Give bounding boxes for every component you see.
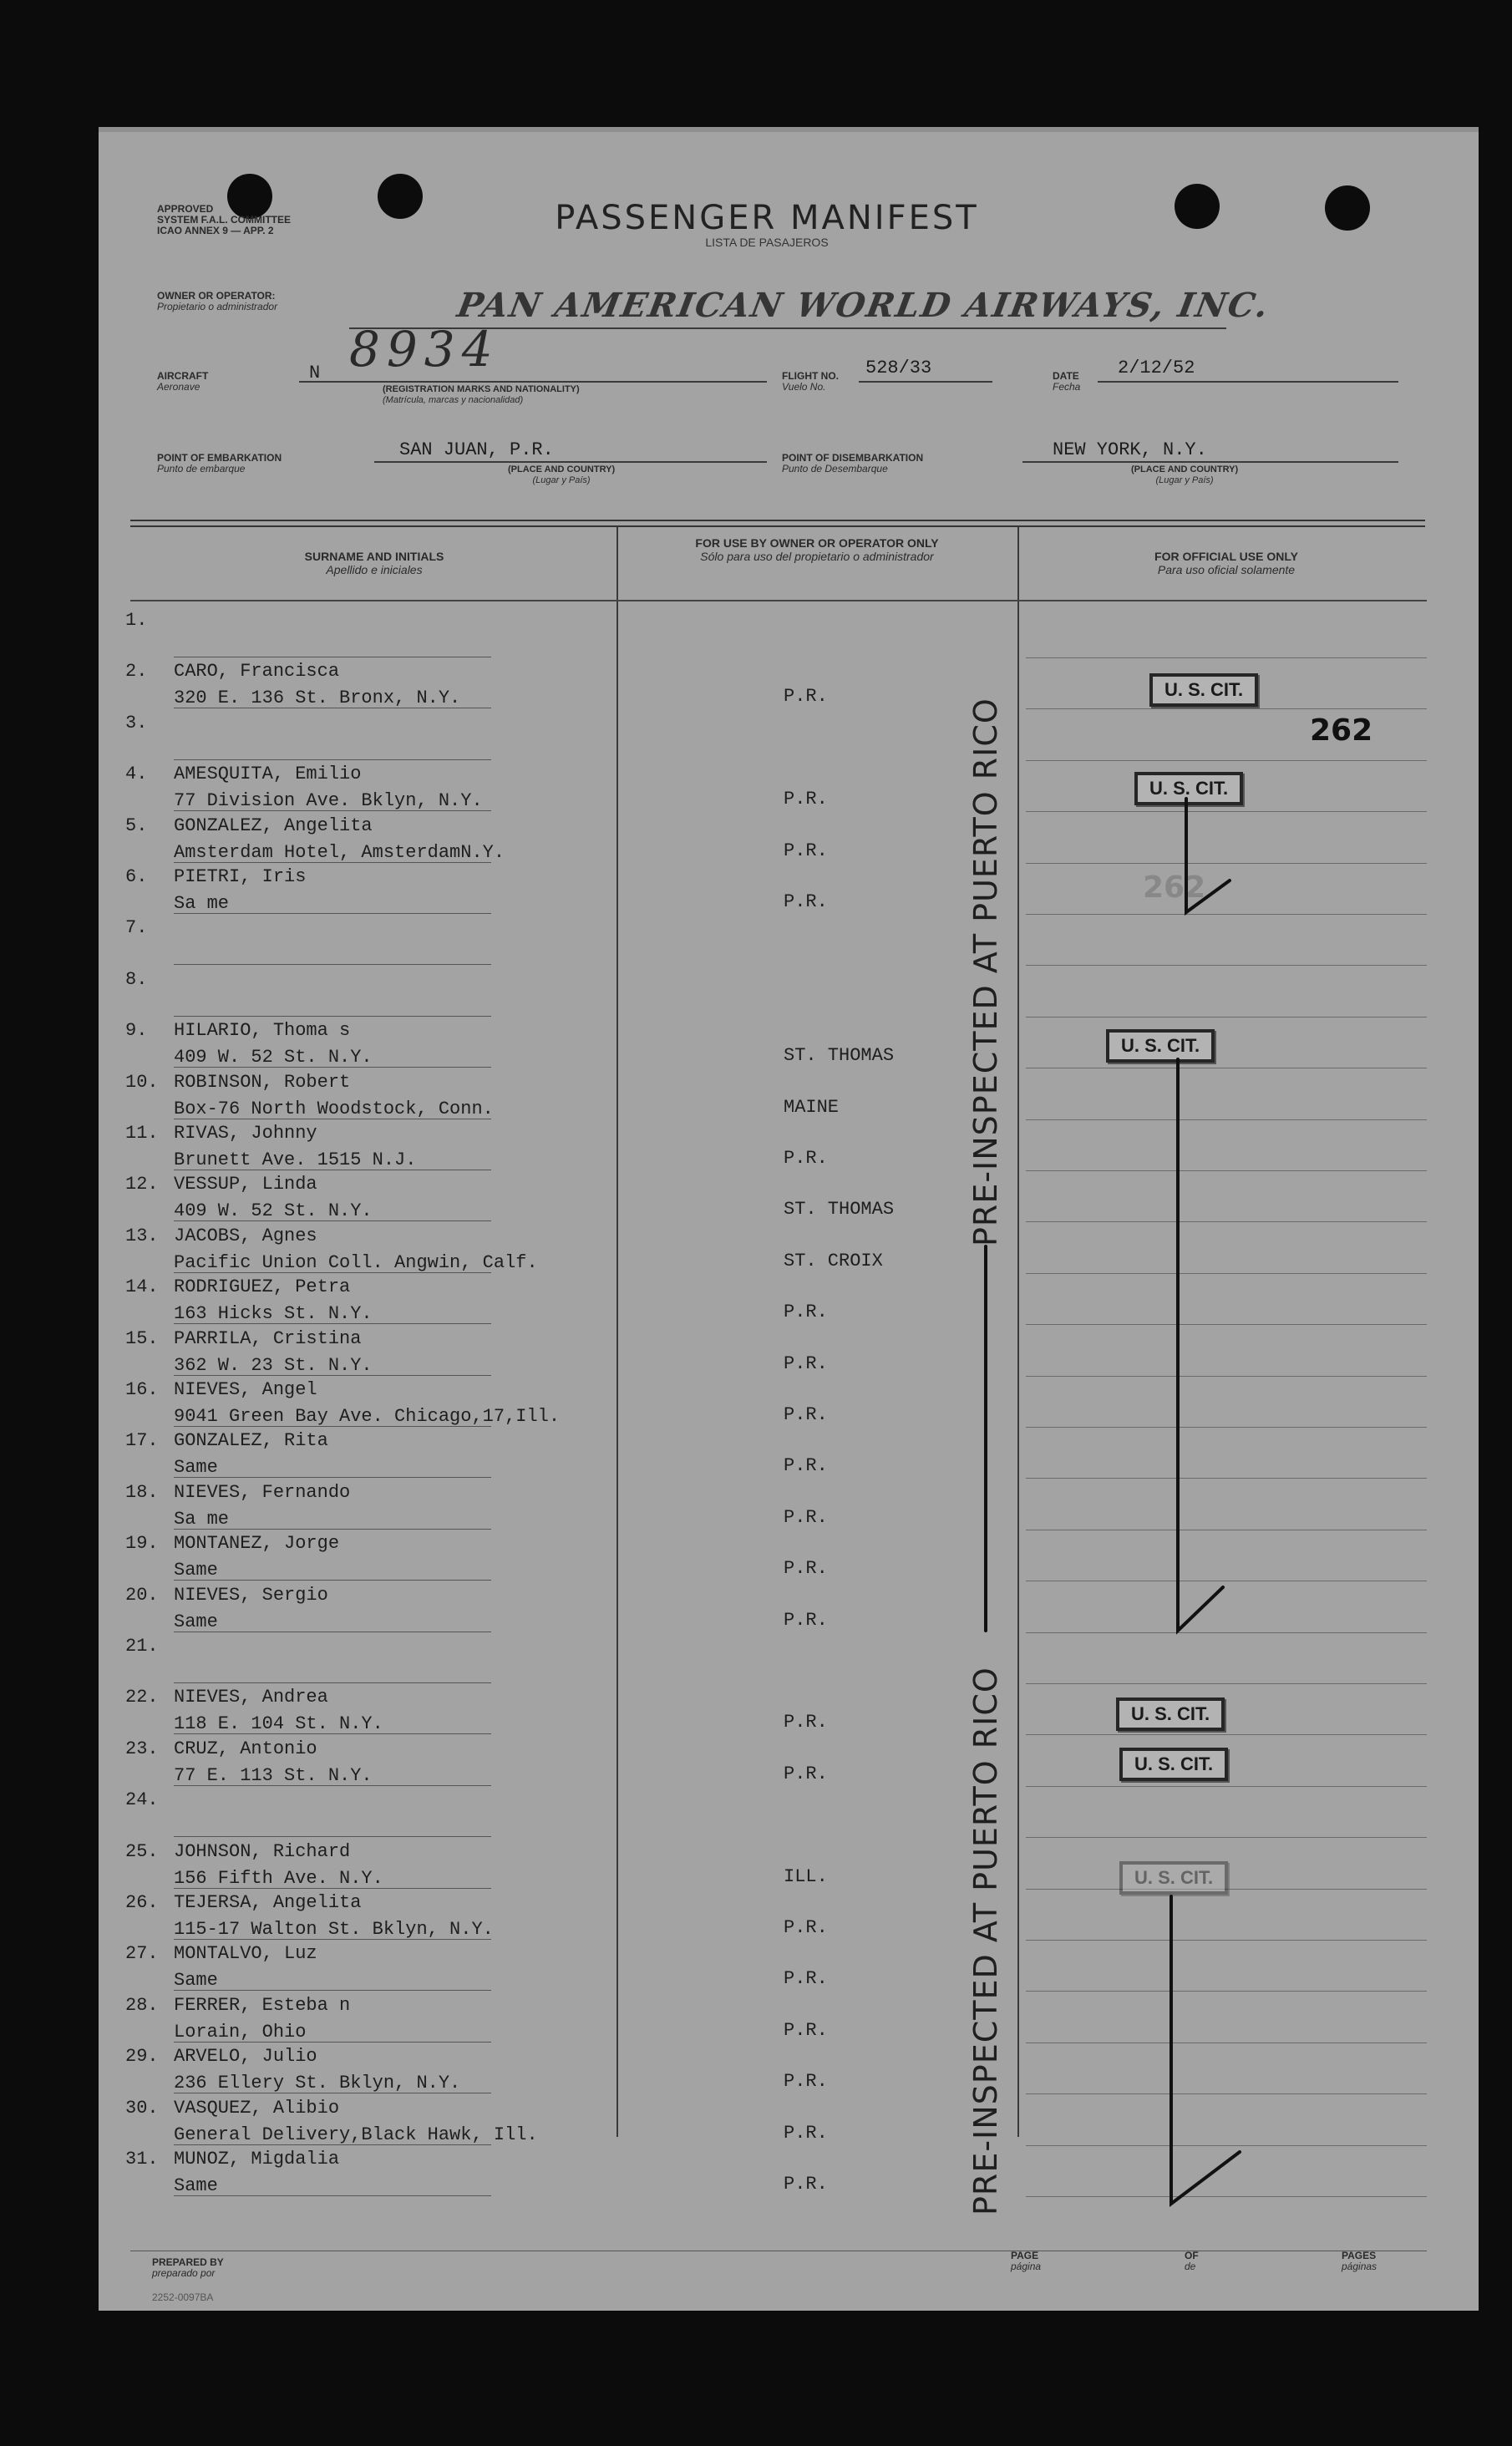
row-number: 14. [125,1276,159,1298]
passenger-name: GONZALEZ, Angelita [174,814,373,836]
of-label-text: OF [1185,2250,1199,2261]
disembark-label-text: POINT OF DISEMBARKATION [782,452,924,464]
operator-note: P.R. [784,1352,828,1374]
passenger-name: MONTALVO, Luz [174,1943,317,1965]
passenger-address: 163 Hicks St. N.Y. [174,1303,373,1325]
passenger-address: Amsterdam Hotel, AmsterdamN.Y. [174,841,505,863]
operator-note: P.R. [784,686,828,708]
row-number: 10. [125,1071,159,1093]
operator-note: P.R. [784,891,828,912]
passenger-name: NIEVES, Fernando [174,1481,351,1503]
embark-label-es: Punto de embarque [157,463,246,474]
passenger-address: Same [174,2175,218,2196]
embark-caption-text: (PLACE AND COUNTRY) [508,464,616,474]
of-label-es: de [1185,2261,1196,2272]
row-number: 29. [125,2046,159,2068]
operator-note: P.R. [784,1506,828,1528]
aircraft-prefix: N [309,363,321,383]
passenger-name: VASQUEZ, Alibio [174,2097,340,2119]
passenger-address: 362 W. 23 St. N.Y. [174,1354,373,1376]
operator-note: P.R. [784,2122,828,2144]
flight-label-es: Vuelo No. [782,381,826,393]
passenger-address: Sa me [174,893,230,914]
disembark-caption-es: (Lugar y País) [1155,475,1214,485]
prepared-by-es: preparado por [152,2267,216,2279]
passenger-address: 320 E. 136 St. Bronx, N.Y. [174,688,461,709]
passenger-address: Same [174,1560,218,1581]
row-number: 27. [125,1943,159,1965]
operator-note: P.R. [784,1404,828,1425]
operator-note: ST. THOMAS [784,1199,895,1220]
row-number: 6. [125,866,148,887]
disembark-caption-text: (PLACE AND COUNTRY) [1131,464,1239,474]
passenger-name: FERRER, Esteba n [174,1994,351,2016]
passenger-address: 236 Ellery St. Bklyn, N.Y. [174,2073,461,2094]
row-number: 17. [125,1430,159,1452]
operator-note: P.R. [784,1968,828,1990]
row-number: 15. [125,1327,159,1349]
embark-caption-es: (Lugar y País) [532,475,591,485]
operator-note: P.R. [784,1148,828,1169]
row-number: 13. [125,1225,159,1246]
operator-note: P.R. [784,1763,828,1784]
passenger-name: NIEVES, Andrea [174,1687,328,1708]
row-number: 30. [125,2097,159,2119]
row-number: 12. [125,1174,159,1195]
column-header-owner-text: FOR USE BY OWNER OR OPERATOR ONLY [695,536,939,550]
passenger-name: VESSUP, Linda [174,1174,317,1195]
passenger-name: MUNOZ, Migdalia [174,2149,340,2169]
date-label-text: DATE [1053,370,1079,382]
pages-label-es: páginas [1342,2261,1378,2272]
of-label [1185,2251,1199,2272]
prepared-by-label [152,2257,224,2279]
row-number: 21. [125,1636,159,1657]
row-number: 5. [125,814,148,836]
passenger-address: Pacific Union Coll. Angwin, Calf. [174,1251,538,1273]
row-number: 3. [125,712,148,733]
passenger-name: NIEVES, Angel [174,1379,317,1400]
passenger-name: RODRIGUEZ, Petra [174,1276,351,1298]
passenger-name: RIVAS, Johnny [174,1123,317,1144]
row-number: 9. [125,1020,148,1042]
approval-line-2: SYSTEM F.A.L. COMMITTEE [157,214,292,226]
passenger-count-stamp-faint: 262 [1143,870,1206,905]
passenger-address: 77 Division Ave. Bklyn, N.Y. [174,790,483,812]
date-label-es: Fecha [1053,381,1081,393]
column-header-official-es: Para uso oficial solamente [1157,563,1296,576]
aircraft-label-es: Aeronave [157,381,200,393]
owner-label-text: OWNER OR OPERATOR: [157,290,276,302]
disembark-label-es: Punto de Desembarque [782,463,888,474]
bracket-line [1178,1059,1223,1631]
passenger-address: 9041 Green Bay Ave. Chicago,17,Ill. [174,1406,561,1427]
operator-note: P.R. [784,2174,828,2195]
column-header-name-text: SURNAME AND INITIALS [304,550,444,563]
passenger-address: Same [174,1611,218,1632]
page-label-es: página [1011,2261,1042,2272]
us-cit-stamp: U. S. CIT. [1116,1697,1225,1731]
flight-value: 528/33 [865,358,932,378]
passenger-name: PIETRI, Iris [174,866,307,887]
operator-note: MAINE [784,1096,840,1118]
us-cit-stamp: U. S. CIT. [1106,1029,1215,1063]
passenger-name: AMESQUITA, Emilio [174,764,362,785]
column-header-official-text: FOR OFFICIAL USE ONLY [1154,550,1298,563]
page-subtitle: LISTA DE PASAJEROS [705,236,829,249]
passenger-name: PARRILA, Cristina [174,1327,362,1349]
owner-label-es: Propietario o administrador [157,301,278,312]
operator-note: P.R. [784,1302,828,1323]
us-cit-stamp: U. S. CIT. [1119,1748,1228,1781]
official-check-marks [99,127,1479,2311]
operator-note: ST. THOMAS [784,1045,895,1067]
passenger-name: CRUZ, Antonio [174,1738,317,1759]
approval-line-1: APPROVED [157,203,214,215]
row-number: 20. [125,1584,159,1606]
column-header-name-es: Apellido e iniciales [326,563,423,576]
operator-note: P.R. [784,1917,828,1938]
passenger-address: 77 E. 113 St. N.Y. [174,1764,373,1786]
pages-label-text: PAGES [1342,2250,1377,2261]
operator-note: P.R. [784,2019,828,2041]
aircraft-caption-text: (REGISTRATION MARKS AND NATIONALITY) [383,384,580,394]
passenger-address: 115-17 Walton St. Bklyn, N.Y. [174,1919,494,1940]
bracket-line [1186,799,1230,912]
row-number: 4. [125,764,148,785]
passenger-count-stamp: 262 [1310,713,1373,748]
passenger-name: TEJERSA, Angelita [174,1892,362,1913]
row-number: 19. [125,1533,159,1555]
row-number: 28. [125,1994,159,2016]
passenger-address: Sa me [174,1508,230,1530]
row-number: 24. [125,1789,159,1811]
passenger-address: Box-76 North Woodstock, Conn. [174,1098,494,1119]
aircraft-value: 8934 [349,321,500,378]
row-number: 8. [125,968,148,990]
row-number: 18. [125,1481,159,1503]
page-title: PASSENGER MANIFEST [555,199,979,237]
operator-note: P.R. [784,1558,828,1580]
passenger-address: Same [174,1457,218,1479]
passenger-name: GONZALEZ, Rita [174,1430,328,1452]
passenger-address: General Delivery,Black Hawk, Ill. [174,2124,538,2145]
approval-line-3: ICAO ANNEX 9 — APP. 2 [157,225,274,236]
passenger-address: 409 W. 52 St. N.Y. [174,1047,373,1068]
row-number: 1. [125,610,148,631]
embark-value: SAN JUAN, P.R. [399,439,554,460]
passenger-name: ARVELO, Julio [174,2046,317,2068]
passenger-name: ROBINSON, Robert [174,1071,351,1093]
row-number: 11. [125,1123,159,1144]
page-label [1011,2251,1041,2272]
operator-note: P.R. [784,1455,828,1477]
operator-note: P.R. [784,840,828,861]
passenger-address: 156 Fifth Ave. N.Y. [174,1867,383,1889]
pages-label [1342,2251,1377,2272]
row-number: 23. [125,1738,159,1759]
owner-value: PAN AMERICAN WORLD AIRWAYS, INC. [454,286,1273,325]
operator-note: ST. CROIX [784,1250,883,1271]
us-cit-stamp: U. S. CIT. [1149,673,1258,707]
pre-inspected-stamp: PRE-INSPECTED AT PUERTO RICO [967,1667,1004,2215]
row-number: 2. [125,661,148,683]
passenger-name: MONTANEZ, Jorge [174,1533,340,1555]
aircraft-label-text: AIRCRAFT [157,370,209,382]
us-cit-stamp: U. S. CIT. [1134,772,1243,805]
row-number: 7. [125,917,148,939]
row-number: 31. [125,2149,159,2169]
passenger-address: Same [174,1970,218,1992]
passenger-name: CARO, Francisca [174,661,340,683]
passenger-name: HILARIO, Thoma s [174,1020,351,1042]
page-label-text: PAGE [1011,2250,1039,2261]
passenger-name: NIEVES, Sergio [174,1584,328,1606]
passenger-address: Lorain, Ohio [174,2021,307,2043]
passenger-address: Brunett Ave. 1515 N.J. [174,1149,417,1170]
column-header-owner-es: Sólo para uso del propietario o administrador [700,550,934,563]
operator-note: P.R. [784,1609,828,1631]
passenger-address: 409 W. 52 St. N.Y. [174,1200,373,1222]
flight-label-text: FLIGHT NO. [782,370,839,382]
row-number: 25. [125,1840,159,1862]
operator-note: P.R. [784,789,828,810]
prepared-by-text: PREPARED BY [152,2256,224,2268]
disembark-value: NEW YORK, N.Y. [1053,439,1207,460]
form-number: 2252-0097BA [152,2291,214,2303]
operator-note: ILL. [784,1865,828,1887]
us-cit-stamp: U. S. CIT. [1119,1861,1228,1895]
row-number: 26. [125,1892,159,1913]
passenger-address: 118 E. 104 St. N.Y. [174,1713,383,1735]
row-number: 22. [125,1687,159,1708]
bracket-line [1171,1896,1240,2204]
operator-note: P.R. [784,1712,828,1733]
passenger-name: JOHNSON, Richard [174,1840,351,1862]
manifest-sheet [99,127,1479,2311]
date-value: 2/12/52 [1118,358,1195,378]
operator-note: P.R. [784,2071,828,2093]
embark-label-text: POINT OF EMBARKATION [157,452,282,464]
passenger-name: JACOBS, Agnes [174,1225,317,1246]
aircraft-caption-es: (Matrícula, marcas y nacionalidad) [383,395,524,405]
row-number: 16. [125,1379,159,1400]
pre-inspected-stamp: PRE-INSPECTED AT PUERTO RICO [967,698,1004,1246]
